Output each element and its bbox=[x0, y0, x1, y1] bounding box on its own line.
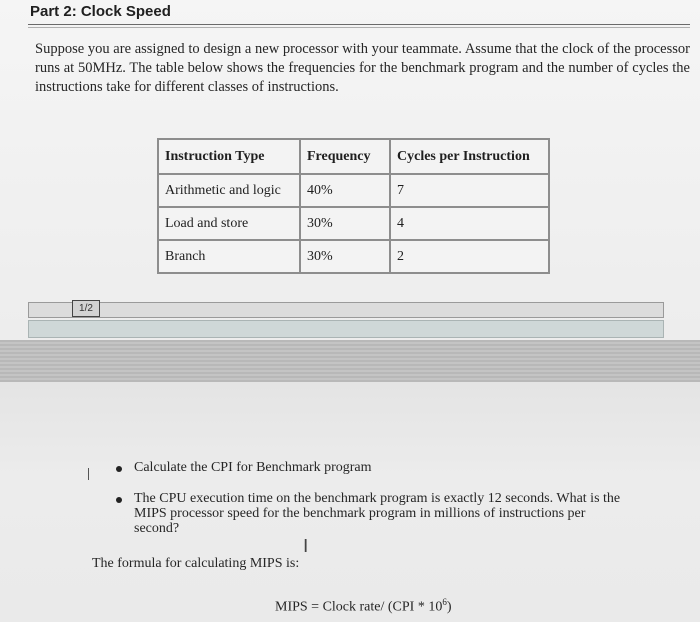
table-row bbox=[158, 174, 549, 207]
table-cell: 4 bbox=[390, 207, 549, 240]
instruction-table bbox=[157, 138, 550, 274]
bullet-icon bbox=[116, 466, 122, 472]
mips-formula bbox=[275, 597, 452, 616]
table-cell: Load and store bbox=[158, 207, 300, 240]
table-cell: Branch bbox=[158, 240, 300, 273]
intro-paragraph: Suppose you are assigned to design a new processor with your teammate. Assume that the clock of the processor runs at 50MHz. The table below shows the frequencies for the benchmark program and the number of cycles the instructions take for different classes of instructions. bbox=[35, 41, 690, 95]
table-cell: 30% bbox=[300, 240, 390, 273]
task-item-cpi: Calculate the CPI for Benchmark program bbox=[134, 460, 372, 475]
table-cell: 7 bbox=[390, 174, 549, 207]
table-cell: 40% bbox=[300, 174, 390, 207]
title-divider bbox=[28, 24, 690, 25]
formula-expression: MIPS = Clock rate/ (CPI * 10 bbox=[275, 599, 443, 615]
task-item-mips-line2: MIPS processor speed for the benchmark program in millions of instructions per bbox=[134, 506, 586, 521]
table-cell: Arithmetic and logic bbox=[158, 174, 300, 207]
column-header: Instruction Type bbox=[158, 139, 300, 174]
formula-close: ) bbox=[446, 599, 452, 615]
table-row bbox=[158, 240, 549, 273]
i-beam-cursor-icon: I bbox=[303, 536, 309, 557]
task-item-mips-line3: second? bbox=[134, 521, 180, 536]
table-cell: 2 bbox=[390, 240, 549, 273]
section-title: Part 2: Clock Speed bbox=[30, 3, 171, 20]
column-header: Frequency bbox=[300, 139, 390, 174]
formula-intro: The formula for calculating MIPS is: bbox=[92, 556, 300, 571]
page-navigation-strip[interactable] bbox=[28, 302, 664, 318]
table-header-row bbox=[158, 139, 549, 174]
title-divider-secondary bbox=[28, 27, 690, 28]
text-cursor-mark bbox=[88, 468, 89, 480]
horizontal-scrollbar[interactable] bbox=[28, 320, 664, 338]
page-separator-band bbox=[0, 340, 700, 382]
column-header: Cycles per Instruction bbox=[390, 139, 549, 174]
page-indicator[interactable]: 1/2 bbox=[72, 300, 100, 317]
table-cell: 30% bbox=[300, 207, 390, 240]
bullet-icon bbox=[116, 497, 122, 503]
task-item-mips-line1: The CPU execution time on the benchmark program is exactly 12 seconds. What is the bbox=[134, 491, 621, 506]
formula-exponent: 6 bbox=[442, 597, 447, 607]
table-row bbox=[158, 207, 549, 240]
